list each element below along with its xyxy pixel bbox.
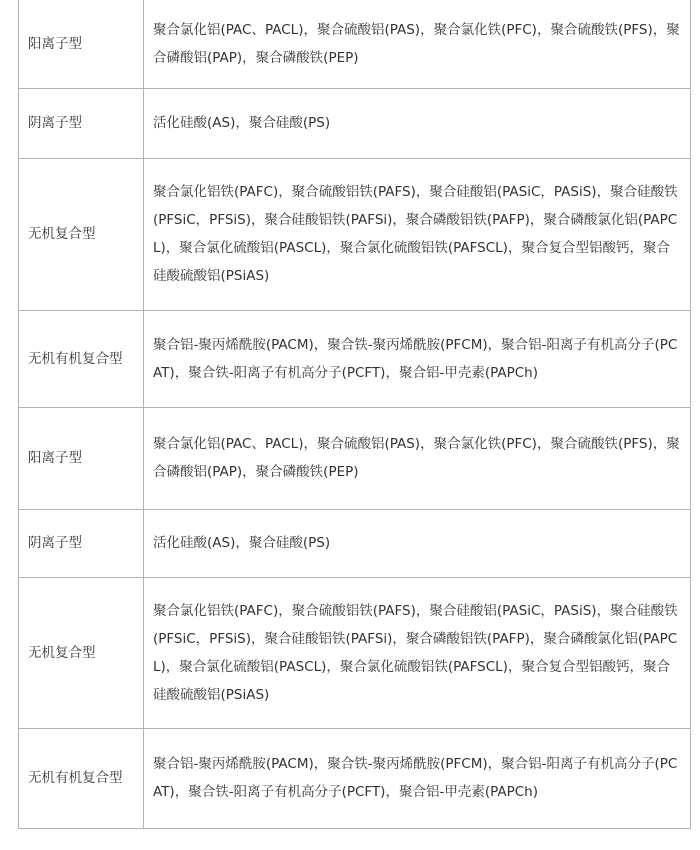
- desc-cell: 活化硅酸(AS)，聚合硅酸(PS): [144, 88, 691, 158]
- table-row: [19, 158, 691, 310]
- type-cell: 无机有机复合型: [19, 310, 144, 407]
- desc-cell: 聚合铝-聚丙烯酰胺(PACM)，聚合铁-聚丙烯酰胺(PFCM)，聚合铝-阳离子有机高分子(PCAT)，聚合铁-阳离子有机高分子(PCFT)，聚合铝-甲壳素(PAPCh): [144, 728, 691, 828]
- desc-cell: 聚合氯化铝(PAC、PACL)，聚合硫酸铝(PAS)，聚合氯化铁(PFC)，聚合硫酸铁(PFS)，聚合磷酸铝(PAP)，聚合磷酸铁(PEP): [144, 0, 691, 88]
- type-cell: 无机复合型: [19, 577, 144, 728]
- type-cell: 阴离子型: [19, 88, 144, 158]
- table-row: [19, 407, 691, 509]
- table-row: [19, 728, 691, 828]
- type-cell: 阳离子型: [19, 0, 144, 88]
- table-row: [19, 577, 691, 728]
- type-cell: 阳离子型: [19, 407, 144, 509]
- table-row: [19, 88, 691, 158]
- type-cell: 无机有机复合型: [19, 728, 144, 828]
- desc-cell: 聚合氯化铝铁(PAFC)，聚合硫酸铝铁(PAFS)，聚合硅酸铝(PASiC，PASiS)，聚合硅酸铁(PFSiC，PFSiS)，聚合硅酸铝铁(PAFSi)，聚合磷酸铝铁(PAFP)，聚合磷酸氯化铝(PAPCL)，聚合氯化硫酸铝(PASCL)，聚合氯化硫酸铝铁(PAFSCL)，聚合复合型铝酸钙，聚合硅酸硫酸铝(PSiAS): [144, 577, 691, 728]
- type-cell: 无机复合型: [19, 158, 144, 310]
- desc-cell: 活化硅酸(AS)，聚合硅酸(PS): [144, 509, 691, 577]
- desc-cell: 聚合氯化铝铁(PAFC)，聚合硫酸铝铁(PAFS)，聚合硅酸铝(PASiC，PASiS)，聚合硅酸铁(PFSiC，PFSiS)，聚合硅酸铝铁(PAFSi)，聚合磷酸铝铁(PAFP)，聚合磷酸氯化铝(PAPCL)，聚合氯化硫酸铝(PASCL)，聚合氯化硫酸铝铁(PAFSCL)，聚合复合型铝酸钙，聚合硅酸硫酸铝(PSiAS): [144, 158, 691, 310]
- table-row: [19, 310, 691, 407]
- desc-cell: 聚合铝-聚丙烯酰胺(PACM)，聚合铁-聚丙烯酰胺(PFCM)，聚合铝-阳离子有机高分子(PCAT)，聚合铁-阳离子有机高分子(PCFT)，聚合铝-甲壳素(PAPCh): [144, 310, 691, 407]
- table-row: [19, 509, 691, 577]
- table-row: [19, 0, 691, 88]
- type-cell: 阴离子型: [19, 509, 144, 577]
- flocculant-table: [18, 0, 691, 829]
- desc-cell: 聚合氯化铝(PAC、PACL)，聚合硫酸铝(PAS)，聚合氯化铁(PFC)，聚合硫酸铁(PFS)，聚合磷酸铝(PAP)，聚合磷酸铁(PEP): [144, 407, 691, 509]
